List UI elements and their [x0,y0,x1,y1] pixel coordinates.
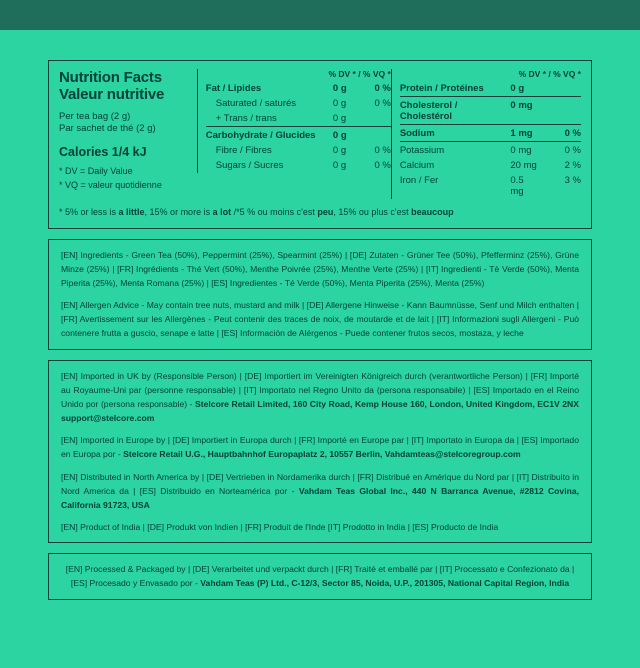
nutrition-table-right [400,81,581,199]
nutrient-label: Fibre / Fibres [215,145,272,156]
nutrition-facts-panel [48,60,592,229]
nutrient-dv: 0 % [539,142,581,159]
footnote-fr-little: peu [317,207,334,217]
table-row [400,158,581,173]
nutrient-dv: 0 % [374,83,391,94]
table-row [400,125,581,142]
importer-eu [61,433,579,461]
distributor-na-text: [EN] Distributed in North America by | [DE] Vertrieben in Nordamerika durch | [FR] Distribué en Amérique du Nord par | [IT] Distribuito in Nord America da | [ES] Distribuido en Norteamérica por - [61,471,579,496]
nutrient-amount: 0 g [332,160,347,171]
allergen-text: [EN] Allergen Advice - May contain tree nuts, mustard and milk | [DE] Allergene Hinweise - Kann Baumnüsse, Senf und Milch enthalten | [FR] Avertissement sur les Allergènes - Peut contenir des traces de noix, de moutarde et de lait | [IT] Informazioni sugli Allergeni - Può contenere frutta a guscio, senape e latte | [ES] Información de Alérgenos - Puede contener frutos secos, mostaza, y leche [61,300,579,339]
importer-uk-company: Stelcore Retail Limited, 160 City Road, Kemp House 160, London, United Kingdom, EC1V 2NX support@stelcore.com [61,398,579,424]
nutrition-middle-column [197,69,391,173]
serving-size-fr: Par sachet de thé (2 g) [59,123,156,135]
nutrition-title-fr: Valeur nutritive [59,86,165,104]
table-row [206,96,391,111]
footnote-fr-mid: , 15% ou plus c'est [333,207,412,217]
nutrition-title-en: Nutrition Facts [59,69,162,86]
table-row [400,97,581,125]
nutrient-label: Protein / Protéines [399,83,484,94]
nutrient-amount: 0.5 mg [510,175,524,197]
table-row [206,127,391,144]
nutrient-label: Potassium [400,142,511,159]
daily-value-footnote [59,206,581,220]
table-row [400,81,581,97]
table-row [206,143,391,158]
dv-note-en: * DV = Daily Value [59,166,133,177]
footnote-en-mid: , 15% or more is [144,207,213,217]
ingredients-text: [EN] Ingredients - Green Tea (50%), Peppermint (25%), Spearmint (25%) | [DE] Zutaten - Grüner Tee (50%), Pfefferminz (25%), Grüne Minze (25%) | [FR] Ingrédients - Thé Vert (50%), Menthe Poivrée (25%), Menthe Verte (25%) | [IT] Ingredienti - Tè Verde (50%), Menta Piperita (25%), Menta Romana (25%) | [ES] Ingredientes - Té Verde (50%), Menta Piperita (25%), Menta (25%) [61,249,579,288]
nutrient-amount: 0 g [332,83,347,94]
nutrient-dv: 0 % [374,145,391,156]
nutrition-table-middle [206,81,391,173]
nutrient-amount: 0 g [333,127,349,144]
nutrition-left-column [59,69,197,192]
nutrient-amount: 0 g [510,83,525,94]
dv-header-right: % DV * / % VQ * [518,69,581,79]
nutrient-label: Sugars / Sucres [215,160,284,171]
footnote-en-lot: a lot [212,207,232,217]
table-row [206,81,391,96]
footnote-en-little: a little [118,207,145,217]
nutrient-amount: 20 mg [510,160,537,171]
nutrient-dv [539,97,581,125]
importer-eu-text: [EN] Imported in Europe by | [DE] Importiert in Europa durch | [FR] Importé en Europe par | [IT] Importato in Europa da | [ES] Importado en Europa por - [61,435,579,460]
calories-line: Calories 1/4 kJ [59,145,147,160]
distributor-na [61,470,579,513]
ingredients-allergens-block [48,239,592,350]
nutrient-amount: 0 g [332,98,347,109]
distributor-na-company: Vahdam Teas Global Inc., 440 N Barranca Avenue, #2812 Covina, California 91723, USA [61,485,579,510]
nutrient-label: Iron / Fer [399,175,439,186]
nutrient-dv: 0 % [374,98,391,109]
dv-header-middle: % DV * / % VQ * [328,69,391,79]
importer-eu-company: Stelcore Retail U.G., Hauptbahnhof Europaplatz 2, 10557 Berlin, Vahdamteas@stelcoregroup.com [123,449,521,460]
top-band-inner [12,0,628,30]
processed-packaged-block [48,553,592,599]
table-row [206,158,391,173]
importer-uk-text: [EN] Imported in UK by (Responsible Person) | [DE] Importiert im Vereinigten Königreich durch (verantwortliche Person) | [FR] Importé au Royaume-Uni par (personne responsable) | [IT] Importato nel Regno Unito da (persona responsabile) | [ES] Importado en el Reino Unido por (persona responsable) - [61,370,579,409]
nutrient-dv: 0 % [539,125,581,142]
nutrient-label: Calcium [399,160,435,171]
importers-block [48,360,592,544]
origin-statement: [EN] Product of India | [DE] Produkt von Indien | [FR] Produit de l'Inde [IT] Prodotto in India | [ES] Producto de India [61,522,499,533]
processed-packaged [61,562,579,590]
nutrient-amount: 0 g [332,145,347,156]
footnote-fr-pre: /*5 % ou moins c'est [231,207,318,217]
table-row [400,142,581,159]
nutrient-label: Fat / Lipides [205,83,262,94]
processed-text: [EN] Processed & Packaged by | [DE] Verarbeitet und verpackt durch | [FR] Traité et emballé par | [IT] Processato e Confezionato da | [ES] Procesado y Envasado por - [65,564,575,589]
footnote-en-pre: * 5% or less is [59,207,119,217]
nutrient-amount: 0 mg [510,142,539,159]
dv-note-fr: * VQ = valeur quotidienne [59,179,162,190]
nutrient-amount: 0 g [332,113,347,124]
nutrition-columns [59,69,581,199]
nutrient-label: Carbohydrate / Glucides [206,127,333,144]
table-row [400,173,581,199]
processed-company: Vahdam Teas (P) Ltd., C-12/3, Sector 85, Noida, U.P., 201305, National Capital Region, India [200,578,570,589]
importer-uk [61,369,579,426]
nutrient-amount: 0 mg [510,97,539,125]
nutrient-dv: 3 % [564,175,581,186]
nutrient-dv: 2 % [564,160,581,171]
nutrient-label: Saturated / saturés [215,98,297,109]
nutrient-label: Cholesterol / Cholestérol [400,97,511,125]
nutrient-dv: 0 % [374,160,391,171]
nutrient-label: Sodium [400,125,511,142]
top-band [0,0,640,30]
serving-size-en: Per tea bag (2 g) [59,110,131,122]
label-content [48,60,592,600]
nutrient-dv [539,81,581,97]
nutrient-dv [349,127,391,144]
nutrient-amount: 1 mg [510,125,539,142]
nutrient-label: + Trans / trans [215,113,277,124]
nutrition-right-column [391,69,581,199]
footnote-fr-lot: beaucoup [411,207,454,217]
